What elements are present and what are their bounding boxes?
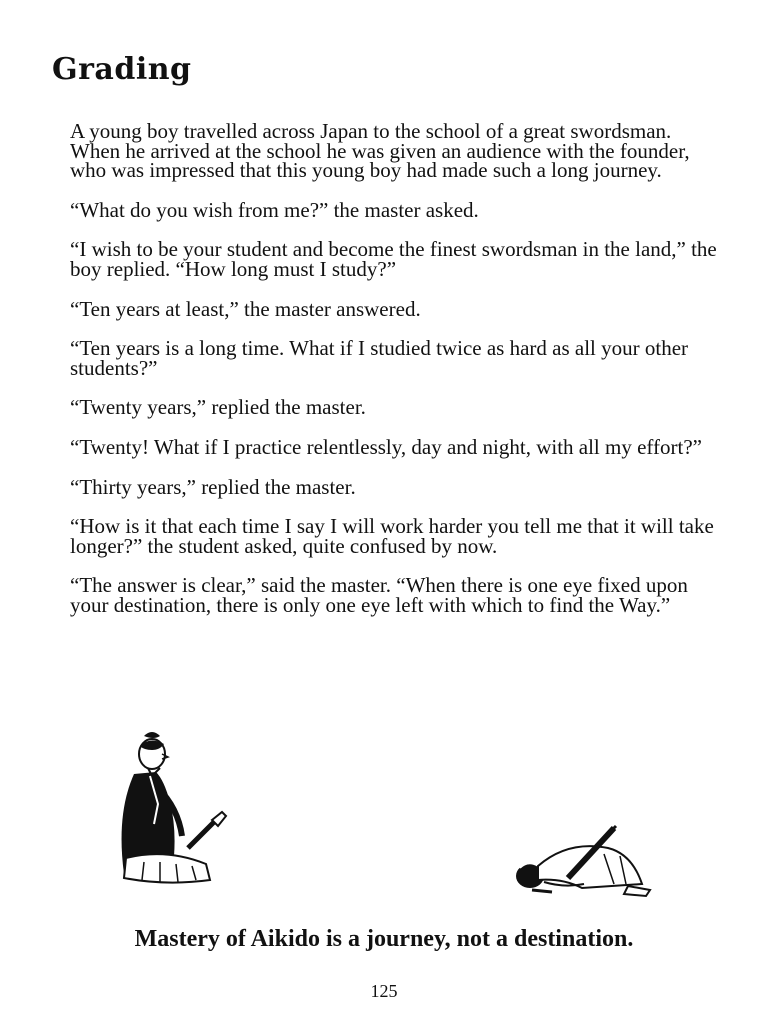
caption: Mastery of Aikido is a journey, not a destination. [134, 926, 634, 952]
story-paragraph: “The answer is clear,” said the master. “When there is one eye fixed upon your destination, there is only one eye left with which to find the Way.” [70, 573, 688, 617]
story-text [70, 119, 720, 636]
story-paragraph: “I wish to be your student and become the finest swordsman in the land,” the boy replied. “How long must I study?” [70, 237, 717, 281]
page-title: Grading [52, 52, 192, 87]
story-paragraph: “Ten years is a long time. What if I studied twice as hard as all your other students?” [70, 336, 689, 380]
story-paragraph: “How is it that each time I say I will work harder you tell me that it will take longer?” the student asked, quite confused by now. [70, 514, 714, 558]
story-paragraph: “Twenty years,” replied the master. [70, 395, 366, 420]
story-paragraph: A young boy travelled across Japan to the school of a great swordsman. When he arrived at the school he was given an audience with the founder, who was impressed that this young boy had made such a long journey. [70, 119, 690, 183]
story-paragraph: “What do you wish from me?” the master asked. [70, 197, 479, 222]
story-paragraph: “Thirty years,” replied the master. [70, 474, 356, 499]
story-paragraph: “Ten years at least,” the master answered. [70, 296, 421, 321]
bowing-student-illustration [508, 820, 658, 900]
story-paragraph: “Twenty! What if I practice relentlessly, day and night, with all my effort?” [70, 434, 702, 459]
page-number: 125 [370, 981, 398, 1001]
seated-master-illustration [104, 728, 234, 888]
